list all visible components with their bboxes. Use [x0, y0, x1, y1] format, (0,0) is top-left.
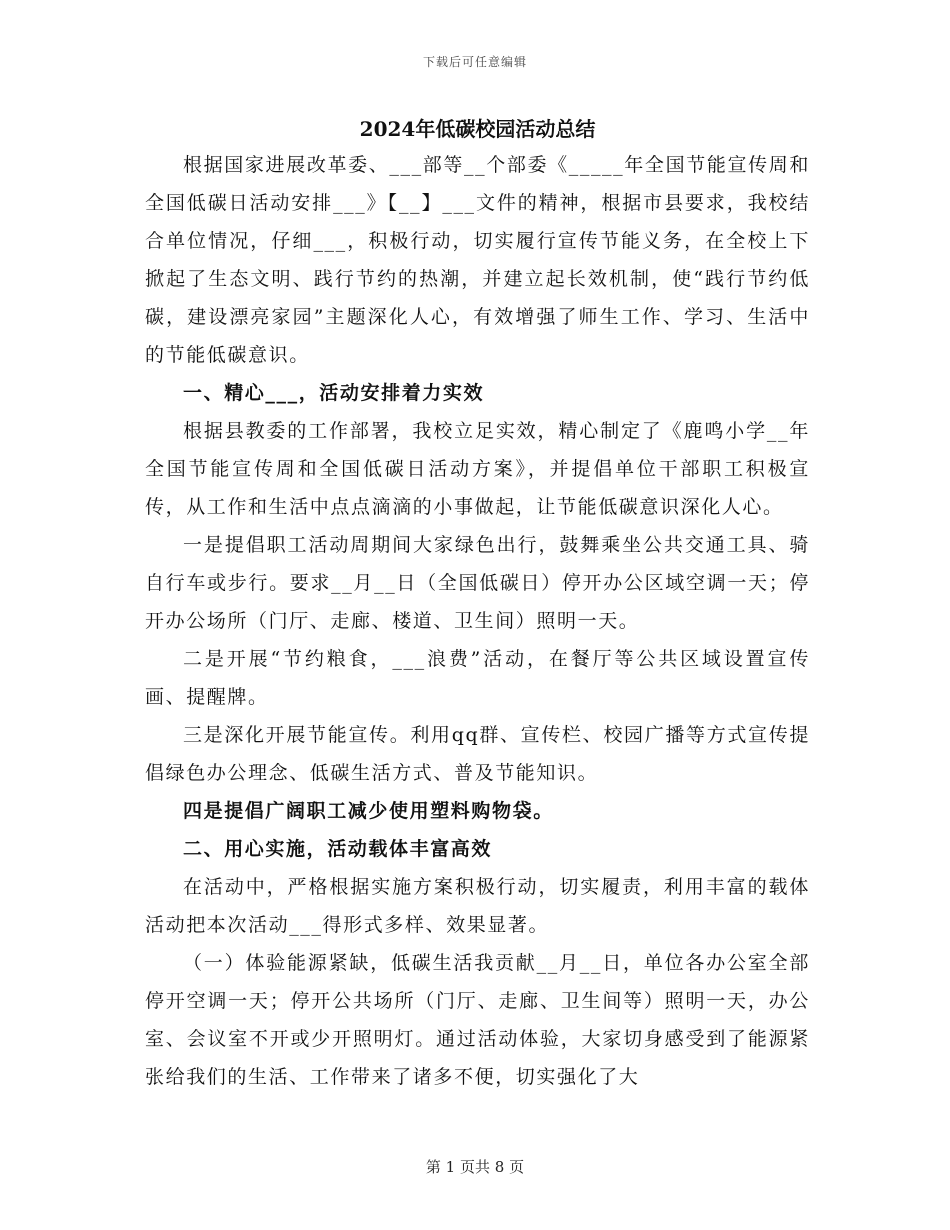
- paragraph-item-3: 三是深化开展节能宣传。利用qq群、宣传栏、校园广播等方式宣传提倡绿色办公理念、低碳生活方式、普及节能知识。: [145, 724, 810, 784]
- section-heading-2: 二、用心实施，活动载体丰富高效: [183, 838, 493, 860]
- page-number: 第 1 页共 8 页: [425, 1158, 525, 1176]
- paragraph-subsection-1: （一）体验能源紧缺，低碳生活我贡献__月__日，单位各办公室全部停开空调一天；停开公共场所（门厅、走廊、卫生间等）照明一天，办公室、会议室不开或少开照明灯。通过活动体验，大家切身感受到了能源紧张给我们的生活、工作带来了诸多不便，切实强化了大: [145, 952, 810, 1088]
- document-body: [145, 112, 810, 1096]
- header-note: 下载后可任意编辑: [422, 55, 527, 69]
- paragraph-item-2: 二是开展“节约粮食，___浪费”活动，在餐厅等公共区域设置宣传画、提醒牌。: [145, 648, 810, 708]
- paragraph-implementation: 在活动中，严格根据实施方案积极行动，切实履责，利用丰富的载体活动把本次活动___得形式多样、效果显著。: [145, 876, 810, 936]
- section-heading-1: 一、精心___，活动安排着力实效: [183, 382, 485, 404]
- paragraph-item-1: 一是提倡职工活动周期间大家绿色出行，鼓舞乘坐公共交通工具、骑自行车或步行。要求__月__日（全国低碳日）停开办公区域空调一天；停开办公场所（门厅、走廊、楼道、卫生间）照明一天。: [145, 534, 810, 632]
- paragraph-plan: 根据县教委的工作部署，我校立足实效，精心制定了《鹿鸣小学__年全国节能宣传周和全国低碳日活动方案》，并提倡单位干部职工积极宣传，从工作和生活中点点滴滴的小事做起，让节能低碳意识深化人心。: [145, 420, 810, 518]
- paragraph-item-4: 四是提倡广阔职工减少使用塑料购物袋。: [183, 800, 554, 822]
- paragraph-intro: 根据国家进展改革委、___部等__个部委《_____年全国节能宣传周和全国低碳日活动安排___》【__】___文件的精神，根据市县要求，我校结合单位情况，仔细___，积极行动，切实履行宣传节能义务，在全校上下掀起了生态文明、践行节约的热潮，并建立起长效机制，使“践行节约低碳，建设漂亮家园”主题深化人心，有效增强了师生工作、学习、生活中的节能低碳意识。: [145, 154, 810, 366]
- document-title: 2024年低碳校园活动总结: [359, 117, 596, 141]
